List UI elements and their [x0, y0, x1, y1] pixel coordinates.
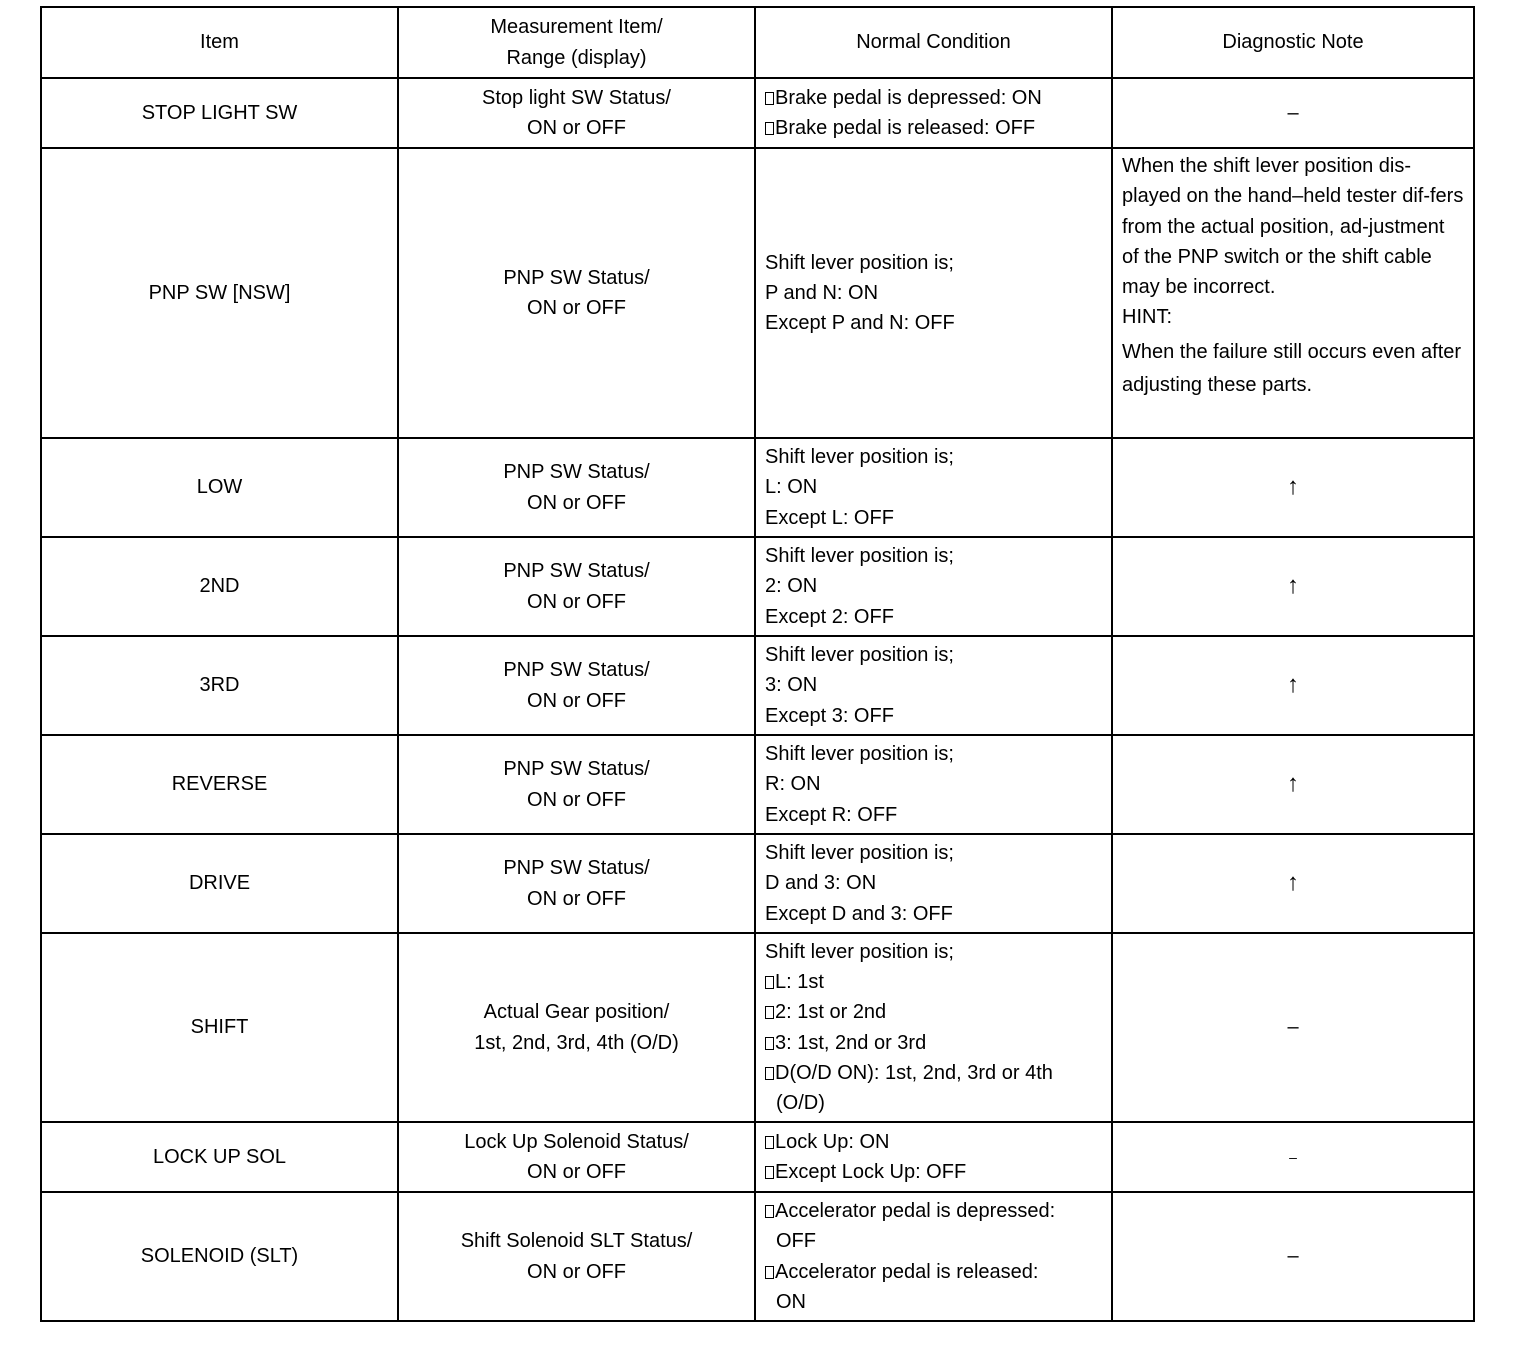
measurement-line: ON or OFF	[527, 117, 626, 139]
ditto-arrow-cell: ↑	[1112, 438, 1474, 537]
ditto-arrow-cell: ↑	[1112, 537, 1474, 636]
checkbox-square-icon	[765, 1205, 774, 1218]
measurement-cell	[398, 933, 755, 1122]
condition-text: 2: 1st or 2nd	[775, 1001, 887, 1024]
measurement-cell	[398, 438, 755, 537]
condition-line: Except 3: OFF	[765, 704, 894, 727]
header-measurement	[398, 7, 755, 78]
checkbox-square-icon	[765, 1006, 774, 1019]
header-diagnostic-note: Diagnostic Note	[1112, 7, 1474, 78]
measurement-cell	[398, 834, 755, 933]
header-normal-condition: Normal Condition	[755, 7, 1112, 78]
ditto-arrow-cell: ↑	[1112, 834, 1474, 933]
note-paragraph: When the shift lever position dis-played on the hand–held tester dif-fers from the actual position, ad-justment of the PNP switch or the shift cable may be incorrect.	[1122, 155, 1464, 299]
condition-line: Except P and N: OFF	[765, 312, 955, 335]
normal-condition-cell	[755, 438, 1112, 537]
table-row	[41, 537, 1474, 636]
measurement-cell	[398, 148, 755, 438]
normal-condition-cell	[755, 1122, 1112, 1192]
normal-condition-cell	[755, 1192, 1112, 1321]
condition-line	[765, 1257, 1102, 1287]
normal-condition-cell	[755, 834, 1112, 933]
measurement-line: Shift Solenoid SLT Status/	[460, 1230, 693, 1253]
condition-line: Except 2: OFF	[765, 605, 894, 628]
condition-line-continued: ON	[776, 1290, 806, 1313]
diagnostic-note-cell: –	[1112, 933, 1474, 1122]
item-cell: 2ND	[41, 537, 398, 636]
condition-text: Brake pedal is depressed: ON	[775, 86, 1042, 109]
condition-line: Shift lever position is;	[765, 842, 954, 865]
diagnostic-data-table	[40, 6, 1475, 1322]
normal-condition-cell	[755, 735, 1112, 834]
normal-condition-cell	[755, 537, 1112, 636]
condition-text: Accelerator pedal is depressed:	[775, 1199, 1056, 1222]
normal-condition-cell	[755, 148, 1112, 438]
normal-condition-cell	[755, 636, 1112, 735]
checkbox-square-icon	[765, 1166, 774, 1179]
measurement-line: ON or OFF	[527, 788, 626, 811]
ditto-arrow-cell: ↑	[1112, 735, 1474, 834]
measurement-line: ON or OFF	[527, 689, 626, 712]
condition-line: 3: ON	[765, 674, 818, 697]
measurement-cell	[398, 1122, 755, 1192]
measurement-line: PNP SW Status/	[503, 266, 650, 289]
condition-line: Except D and 3: OFF	[765, 902, 953, 925]
measurement-line: Lock Up Solenoid Status/	[464, 1130, 689, 1153]
condition-text: 3: 1st, 2nd or 3rd	[775, 1031, 927, 1054]
checkbox-square-icon	[765, 92, 774, 105]
checkbox-square-icon	[765, 1266, 774, 1279]
header-measurement-line1: Measurement Item/	[490, 16, 663, 39]
measurement-line: PNP SW Status/	[503, 560, 650, 583]
diagnostic-note-cell: –	[1112, 1122, 1474, 1192]
table-header-row	[41, 7, 1474, 78]
condition-line: Shift lever position is;	[765, 644, 954, 667]
condition-line: P and N: ON	[765, 281, 879, 304]
table-row	[41, 148, 1474, 438]
checkbox-square-icon	[765, 1136, 774, 1149]
condition-line: L: ON	[765, 476, 818, 499]
condition-line: Except L: OFF	[765, 506, 894, 529]
condition-line: Shift lever position is;	[765, 251, 954, 274]
condition-line: R: ON	[765, 773, 821, 796]
condition-line: Shift lever position is;	[765, 545, 954, 568]
measurement-cell	[398, 78, 755, 148]
measurement-line: ON or OFF	[527, 887, 626, 910]
header-measurement-line2: Range (display)	[506, 46, 647, 69]
measurement-cell	[398, 735, 755, 834]
condition-line: D and 3: ON	[765, 872, 877, 895]
table-row	[41, 1192, 1474, 1321]
normal-condition-cell	[755, 78, 1112, 148]
measurement-cell	[398, 1192, 755, 1321]
measurement-cell	[398, 636, 755, 735]
item-cell: DRIVE	[41, 834, 398, 933]
measurement-cell	[398, 537, 755, 636]
table-row	[41, 1122, 1474, 1192]
item-cell: STOP LIGHT SW	[41, 78, 398, 148]
measurement-line: Stop light SW Status/	[482, 86, 671, 109]
condition-text: Except Lock Up: OFF	[775, 1161, 967, 1183]
measurement-line: ON or OFF	[527, 1260, 626, 1283]
checkbox-square-icon	[765, 1037, 774, 1050]
item-cell: 3RD	[41, 636, 398, 735]
diagnostic-note-cell	[1112, 148, 1474, 438]
header-item: Item	[41, 7, 398, 78]
hint-label: HINT:	[1122, 306, 1172, 329]
measurement-line: PNP SW Status/	[503, 857, 650, 880]
table-row	[41, 438, 1474, 537]
item-cell: REVERSE	[41, 735, 398, 834]
hint-text: When the failure still occurs even after adjusting these parts.	[1122, 340, 1462, 396]
condition-text: Accelerator pedal is released:	[775, 1260, 1039, 1283]
item-cell: PNP SW [NSW]	[41, 148, 398, 438]
condition-line	[765, 967, 1102, 997]
measurement-line: PNP SW Status/	[503, 659, 650, 682]
condition-line: Except R: OFF	[765, 803, 898, 826]
diagnostic-note-cell: –	[1112, 78, 1474, 148]
condition-text: L: 1st	[775, 970, 824, 993]
condition-line-continued: OFF	[776, 1230, 816, 1253]
measurement-line: Actual Gear position/	[483, 1001, 670, 1024]
condition-line	[765, 997, 1102, 1027]
condition-text: D(O/D ON): 1st, 2nd, 3rd or 4th	[775, 1061, 1053, 1084]
measurement-line: ON or OFF	[527, 297, 626, 319]
item-cell: SOLENOID (SLT)	[41, 1192, 398, 1321]
measurement-line: ON or OFF	[527, 491, 626, 514]
condition-text: Lock Up: ON	[775, 1130, 890, 1153]
item-cell: LOW	[41, 438, 398, 537]
measurement-line: ON or OFF	[527, 590, 626, 613]
condition-line	[765, 1127, 1102, 1157]
condition-line	[765, 83, 1102, 113]
condition-line	[765, 113, 1102, 143]
normal-condition-cell	[755, 933, 1112, 1122]
ditto-arrow-cell: ↑	[1112, 636, 1474, 735]
condition-line: Shift lever position is;	[765, 940, 954, 963]
table-row	[41, 636, 1474, 735]
measurement-line: PNP SW Status/	[503, 758, 650, 781]
condition-line	[765, 1058, 1102, 1088]
measurement-line: 1st, 2nd, 3rd, 4th (O/D)	[474, 1031, 679, 1054]
condition-line: 2: ON	[765, 575, 818, 598]
checkbox-square-icon	[765, 976, 774, 989]
condition-line	[765, 1196, 1102, 1226]
table-row	[41, 933, 1474, 1122]
table-row	[41, 834, 1474, 933]
condition-text: Brake pedal is released: OFF	[775, 117, 1036, 139]
item-cell: LOCK UP SOL	[41, 1122, 398, 1192]
condition-line	[765, 1157, 1102, 1187]
measurement-line: ON or OFF	[527, 1161, 626, 1183]
measurement-line: PNP SW Status/	[503, 461, 650, 484]
condition-line-continued: (O/D)	[776, 1092, 825, 1115]
table-row	[41, 735, 1474, 834]
item-cell: SHIFT	[41, 933, 398, 1122]
condition-line: Shift lever position is;	[765, 743, 954, 766]
diagnostic-note-cell: –	[1112, 1192, 1474, 1321]
condition-line: Shift lever position is;	[765, 446, 954, 469]
table-row	[41, 78, 1474, 148]
checkbox-square-icon	[765, 1067, 774, 1080]
condition-line	[765, 1028, 1102, 1058]
checkbox-square-icon	[765, 122, 774, 135]
